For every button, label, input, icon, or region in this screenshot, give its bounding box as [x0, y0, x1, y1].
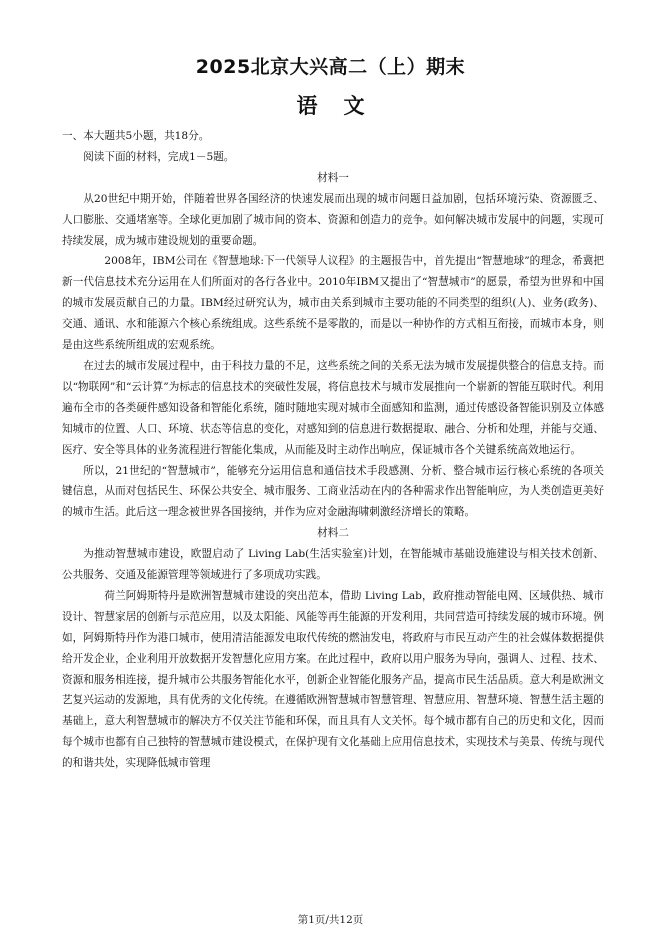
exam-title: 2025北京大兴高二（上）期末: [195, 56, 466, 78]
material-one-title: 材料一: [317, 171, 349, 184]
material-two-title: 材料二: [317, 527, 349, 540]
material-one-paragraph: 从20世纪中期开始，伴随着世界各国经济的快速发展而出现的城市问题日益加剧，包括环境污染、资源匮乏、人口膨胀、交通堵塞等。全球化更加剧了城市间的资本、资源和创造力的竞争。如何解决城市发展中的问题，实现可持续发展，成为城市建设规划的重要命题。: [62, 192, 604, 247]
subject-title: 语文: [296, 94, 391, 118]
material-one-paragraph: 所以，21世纪的“智慧城市”，能够充分运用信息和通信技术手段感测、分析、整合城市运行核心系统的各项关键信息，从而对包括民生、环保公共安全、城市服务、工商业活动在内的各种需求作出智能响应，为人类创造更美好的城市生活。此后这一理念被世界各国接纳，并作为应对金融海啸刺激经济增长的策略。: [62, 464, 604, 519]
material-two-paragraph: 荷兰阿姆斯特丹是欧洲智慧城市建设的突出范本，借助 Living Lab，政府推动智能电网、区域供热、城市设计、智慧家居的创新与示范应用，以及太阳能、风能等再生能源的开发利用，共同营造可持续发展的城市环境。例如，阿姆斯特丹作为港口城市，使用清洁能源发电取代传统的燃油发电，将政府与市民互动产生的社会媒体数据提供给开发企业，企业利用开放数据开发智慧化应用方案。在此过程中，政府以用户服务为导向，强调人、过程、技术、资源和服务相连接，提升城市公共服务智能化水平，创新企业智能化服务产品，提高市民生活品质。意大利是欧洲文艺复兴运动的发源地，具有优秀的文化传统。在遵循欧洲智慧城市智慧管理、智慧应用、智慧环境、智慧生活主题的基础上，意大利智慧城市的解决方不仅关注节能和环保，而且具有人文关怀。每个城市都有自己的历史和文化，因而每个城市也都有自己独特的智慧城市建设模式，在保护现有文化基础上应用信息技术，实现技术与美景、传统与现代的和谐共处，实现降低城市管理: [62, 589, 604, 770]
document-body: [62, 126, 604, 774]
section-instruction: 阅读下面的材料，完成1－5题。: [83, 150, 235, 163]
material-one-paragraph: 在过去的城市发展过程中，由于科技力量的不足，这些系统之间的关系无法为城市发展提供整合的信息支持。而以“物联网”和“云计算”为标志的信息技术的突破性发展，将信息技术与城市发展推向一个崭新的智能互联时代。利用遍布全市的各类硬件感知设备和智能化系统，随时随地实现对城市全面感知和监测，通过传感设备智能识别及立体感知城市的位置、人口、环境、状态等信息的变化，对感知到的信息进行数据提取、融合、分析和处理，并能与交通、医疗、安全等具体的业务流程进行智能化集成，从而能及时主动作出响应，保证城市各个关键系统高效地运行。: [62, 359, 604, 456]
section-heading: 一、本大题共5小题，共18分。: [62, 130, 210, 142]
material-one-paragraph: 2008年，IBM公司在《智慧地球:下一代领导人议程》的主题报告中，首先提出“智慧地球”的理念，希冀把新一代信息技术充分运用在人们所面对的各行各业中。2010年IBM又提出了“智慧城市”的愿景，希望为世界和中国的城市发展贡献自己的力量。IBM经过研究认为，城市由关系到城市主要功能的不同类型的组织(人)、业务(政务)、交通、通讯、水和能源六个核心系统组成。这些系统不是零散的，而是以一种协作的方式相互衔接，而城市本身，则是由这些系统所组成的宏观系统。: [62, 255, 604, 352]
material-two-paragraph: 为推动智慧城市建设，欧盟启动了 Living Lab(生活实验室)计划，在智能城市基础设施建设与相关技术创新、公共服务、交通及能源管理等领域进行了多项成功实践。: [62, 548, 604, 582]
page-footer: 第1页/共12页: [297, 914, 364, 926]
